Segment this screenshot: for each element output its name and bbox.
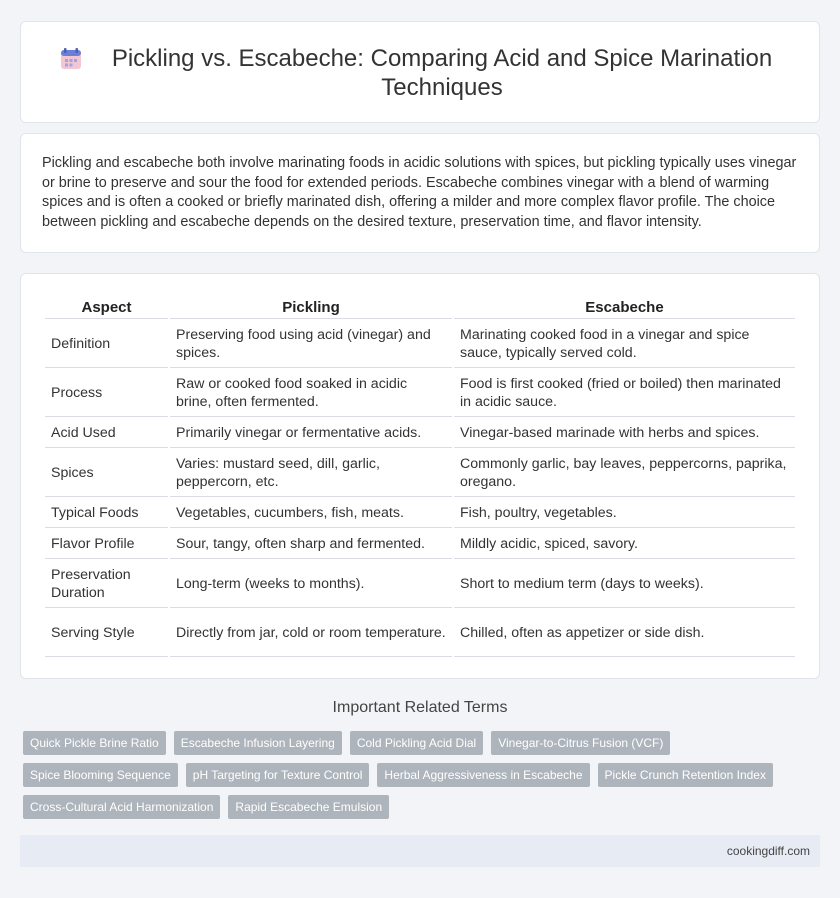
- table-cell: Primarily vinegar or fermentative acids.: [170, 419, 452, 448]
- footer-site-link[interactable]: cookingdiff.com: [726, 844, 810, 858]
- related-term-tag[interactable]: Herbal Aggressiveness in Escabeche: [377, 763, 589, 787]
- table-header-row: [45, 297, 795, 319]
- header-card: [20, 21, 820, 123]
- calendar-icon: [58, 46, 84, 72]
- table-cell: Mildly acidic, spiced, savory.: [454, 530, 795, 559]
- related-term-tag[interactable]: pH Targeting for Texture Control: [186, 763, 370, 787]
- table-cell: Long-term (weeks to months).: [170, 561, 452, 608]
- table-cell: Food is first cooked (fried or boiled) then marinated in acidic sauce.: [454, 370, 795, 417]
- related-term-tag[interactable]: Cross-Cultural Acid Harmonization: [23, 795, 220, 819]
- table-row: [45, 499, 795, 528]
- table-cell: Short to medium term (days to weeks).: [454, 561, 795, 608]
- related-term-tag[interactable]: Pickle Crunch Retention Index: [598, 763, 773, 787]
- table-row: [45, 610, 795, 657]
- table-cell: Spices: [45, 450, 168, 497]
- table-cell: Process: [45, 370, 168, 417]
- column-header-escabeche: Escabeche: [454, 297, 795, 319]
- table-cell: Directly from jar, cold or room temperature.: [170, 610, 452, 657]
- table-row: [45, 530, 795, 559]
- table-cell: Preservation Duration: [45, 561, 168, 608]
- table-cell: Preserving food using acid (vinegar) and spices.: [170, 321, 452, 368]
- table-cell: Flavor Profile: [45, 530, 168, 559]
- related-term-tag[interactable]: Quick Pickle Brine Ratio: [23, 731, 166, 755]
- related-term-tag[interactable]: Rapid Escabeche Emulsion: [228, 795, 389, 819]
- footer: [20, 835, 820, 867]
- comparison-table-card: [20, 273, 820, 679]
- related-term-tag[interactable]: Cold Pickling Acid Dial: [350, 731, 483, 755]
- related-terms-list: [23, 731, 813, 819]
- column-header-pickling: Pickling: [170, 297, 452, 319]
- intro-text: Pickling and escabeche both involve marinating foods in acidic solutions with spices, but pickling typically uses vinegar or brine to preserve and sour the food for extended periods. Escabeche combines vinegar with a blend of warming spices and is often a cooked or briefly marinated dish, offering a milder and more complex flavor profile. The choice between pickling and escabeche depends on the desired texture, preservation time, and flavor intensity.: [42, 155, 797, 230]
- table-cell: Fish, poultry, vegetables.: [454, 499, 795, 528]
- table-cell: Sour, tangy, often sharp and fermented.: [170, 530, 452, 559]
- table-cell: Chilled, often as appetizer or side dish.: [454, 610, 795, 657]
- table-cell: Typical Foods: [45, 499, 168, 528]
- table-cell: Marinating cooked food in a vinegar and spice sauce, typically served cold.: [454, 321, 795, 368]
- table-row: [45, 561, 795, 608]
- related-term-tag[interactable]: Vinegar-to-Citrus Fusion (VCF): [491, 731, 670, 755]
- comparison-table: [43, 295, 797, 659]
- column-header-aspect: Aspect: [45, 297, 168, 319]
- table-cell: Raw or cooked food soaked in acidic brine, often fermented.: [170, 370, 452, 417]
- table-cell: Vegetables, cucumbers, fish, meats.: [170, 499, 452, 528]
- related-terms-title: Important Related Terms: [332, 699, 508, 716]
- table-row: [45, 419, 795, 448]
- table-cell: Definition: [45, 321, 168, 368]
- page-title: Pickling vs. Escabeche: Comparing Acid and Spice Marination Techniques: [111, 45, 773, 101]
- related-term-tag[interactable]: Spice Blooming Sequence: [23, 763, 178, 787]
- table-row: [45, 370, 795, 417]
- table-cell: Vinegar-based marinade with herbs and spices.: [454, 419, 795, 448]
- table-cell: Commonly garlic, bay leaves, peppercorns, paprika, oregano.: [454, 450, 795, 497]
- table-cell: Serving Style: [45, 610, 168, 657]
- table-row: [45, 450, 795, 497]
- related-term-tag[interactable]: Escabeche Infusion Layering: [174, 731, 342, 755]
- table-row: [45, 321, 795, 368]
- table-cell: Varies: mustard seed, dill, garlic, peppercorn, etc.: [170, 450, 452, 497]
- table-cell: Acid Used: [45, 419, 168, 448]
- intro-card: [20, 133, 820, 253]
